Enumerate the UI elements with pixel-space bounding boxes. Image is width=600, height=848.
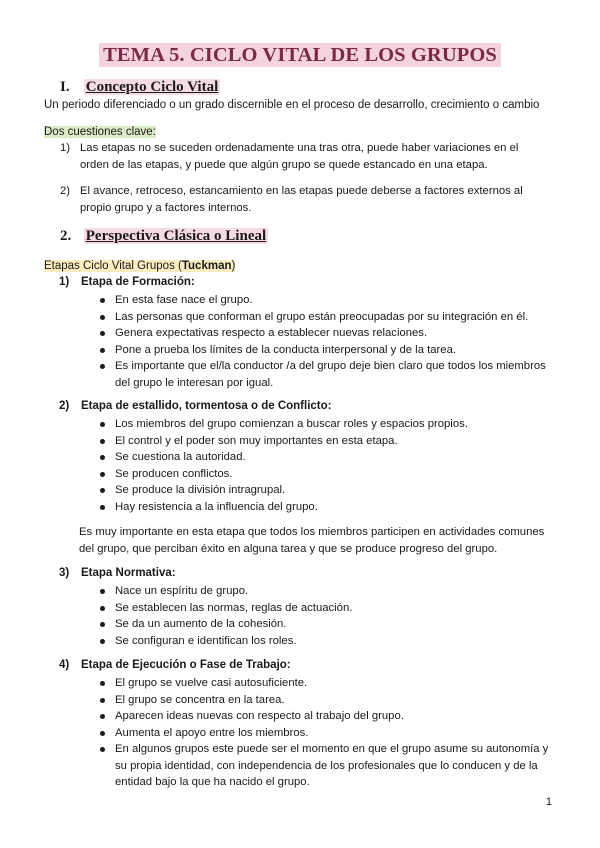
stage-3-heading — [59, 567, 176, 579]
bullet-item: Aumenta el apoyo entre los miembros. — [99, 725, 559, 742]
bullet-item: Se produce la división intragrupal. — [99, 482, 559, 499]
stage-title: Etapa de Formación: — [81, 276, 195, 288]
subtitle-suffix: ) — [231, 260, 236, 272]
bullet-item: Las personas que conforman el grupo están preocupadas por su integración en él. — [99, 309, 559, 326]
section-1-title: Concepto Ciclo Vital — [85, 79, 219, 95]
item-number: 2) — [60, 185, 71, 197]
stage-4-heading — [59, 659, 291, 671]
bullet-item: Se da un aumento de la cohesión. — [99, 616, 559, 633]
item-text: Las etapas no se suceden ordenadamente una tras otra, puede haber variaciones en el orden de las etapas, y puede que algún grupo se quede estancado en una etapa. — [80, 142, 519, 171]
key-questions-label — [44, 124, 156, 141]
page-title-text: TEMA 5. CICLO VITAL DE LOS GRUPOS — [99, 43, 501, 67]
section-2-title: Perspectiva Clásica o Lineal — [85, 228, 267, 244]
stage-2-heading — [59, 400, 331, 412]
bullet-item: Los miembros del grupo comienzan a buscar roles y espacios propios. — [99, 416, 559, 433]
page-title — [0, 44, 600, 67]
key-question-item — [60, 140, 550, 174]
bullet-item: Genera expectativas respecto a establecer nuevas relaciones. — [99, 325, 559, 342]
item-text: El avance, retroceso, estancamiento en las etapas puede deberse a factores externos al propio grupo y a factores internos. — [80, 185, 523, 214]
subtitle-author: Tuckman — [181, 260, 232, 272]
bullet-item: Pone a prueba los límites de la conducta interpersonal y de la tarea. — [99, 342, 559, 359]
stage-1-bullets — [99, 292, 559, 391]
bullet-item: Nace un espíritu de grupo. — [99, 583, 559, 600]
key-question-item — [60, 183, 550, 217]
section-1-number: I. — [60, 79, 70, 95]
stage-1-heading — [59, 276, 195, 288]
bullet-item: Hay resistencia a la influencia del grupo. — [99, 499, 559, 516]
stage-2-bullets — [99, 416, 559, 515]
stage-2-note: Es muy importante en esta etapa que todos los miembros participen en actividades comunes del grupo, que perciban éxito en alguna tarea y que se produce progreso del grupo. — [79, 526, 545, 555]
section-2-heading — [60, 228, 268, 245]
bullet-item: En algunos grupos este puede ser el momento en que el grupo asume su autonomía y su propia identidad, con independencia de los profesionales que lo conducen y de la entidad bajo la que ha nacido el grupo. — [99, 741, 559, 791]
bullet-item: Es importante que el/la conductor /a del grupo deje bien claro que todos los miembros del grupo le interesan por igual. — [99, 358, 559, 391]
item-number: 1) — [60, 142, 71, 154]
bullet-item: Se producen conflictos. — [99, 466, 559, 483]
definition-text: Un periodo diferenciado o un grado discernible en el proceso de desarrollo, crecimiento o cambio — [44, 99, 540, 111]
bullet-item: El control y el poder son muy importantes en esta etapa. — [99, 433, 559, 450]
page-number: 1 — [545, 796, 552, 808]
bullet-item: El grupo se vuelve casi autosuficiente. — [99, 675, 559, 692]
stage-4-bullets — [99, 675, 559, 791]
stage-title: Etapa Normativa: — [81, 567, 176, 579]
stage-title: Etapa de estallido, tormentosa o de Conflicto: — [81, 400, 332, 412]
bullet-item: Aparecen ideas nuevas con respecto al trabajo del grupo. — [99, 708, 559, 725]
subtitle-prefix: Etapas Ciclo Vital Grupos ( — [44, 260, 182, 272]
bullet-item: Se configuran e identifican los roles. — [99, 633, 559, 650]
tuckman-subtitle — [44, 258, 235, 275]
bullet-item: Se establecen las normas, reglas de actuación. — [99, 600, 559, 617]
key-questions-list — [60, 140, 550, 217]
bullet-item: En esta fase nace el grupo. — [99, 292, 559, 309]
section-2-number: 2. — [60, 228, 72, 244]
stage-3-bullets — [99, 583, 559, 649]
stage-number: 2) — [59, 400, 70, 412]
bullet-item: El grupo se concentra en la tarea. — [99, 692, 559, 709]
bullet-item: Se cuestiona la autoridad. — [99, 449, 559, 466]
stage-number: 3) — [59, 567, 70, 579]
key-questions-label-text: Dos cuestiones clave: — [44, 126, 156, 138]
stage-title: Etapa de Ejecución o Fase de Trabajo: — [81, 659, 291, 671]
section-1-heading — [60, 79, 220, 96]
stage-number: 4) — [59, 659, 70, 671]
stage-number: 1) — [59, 276, 70, 288]
